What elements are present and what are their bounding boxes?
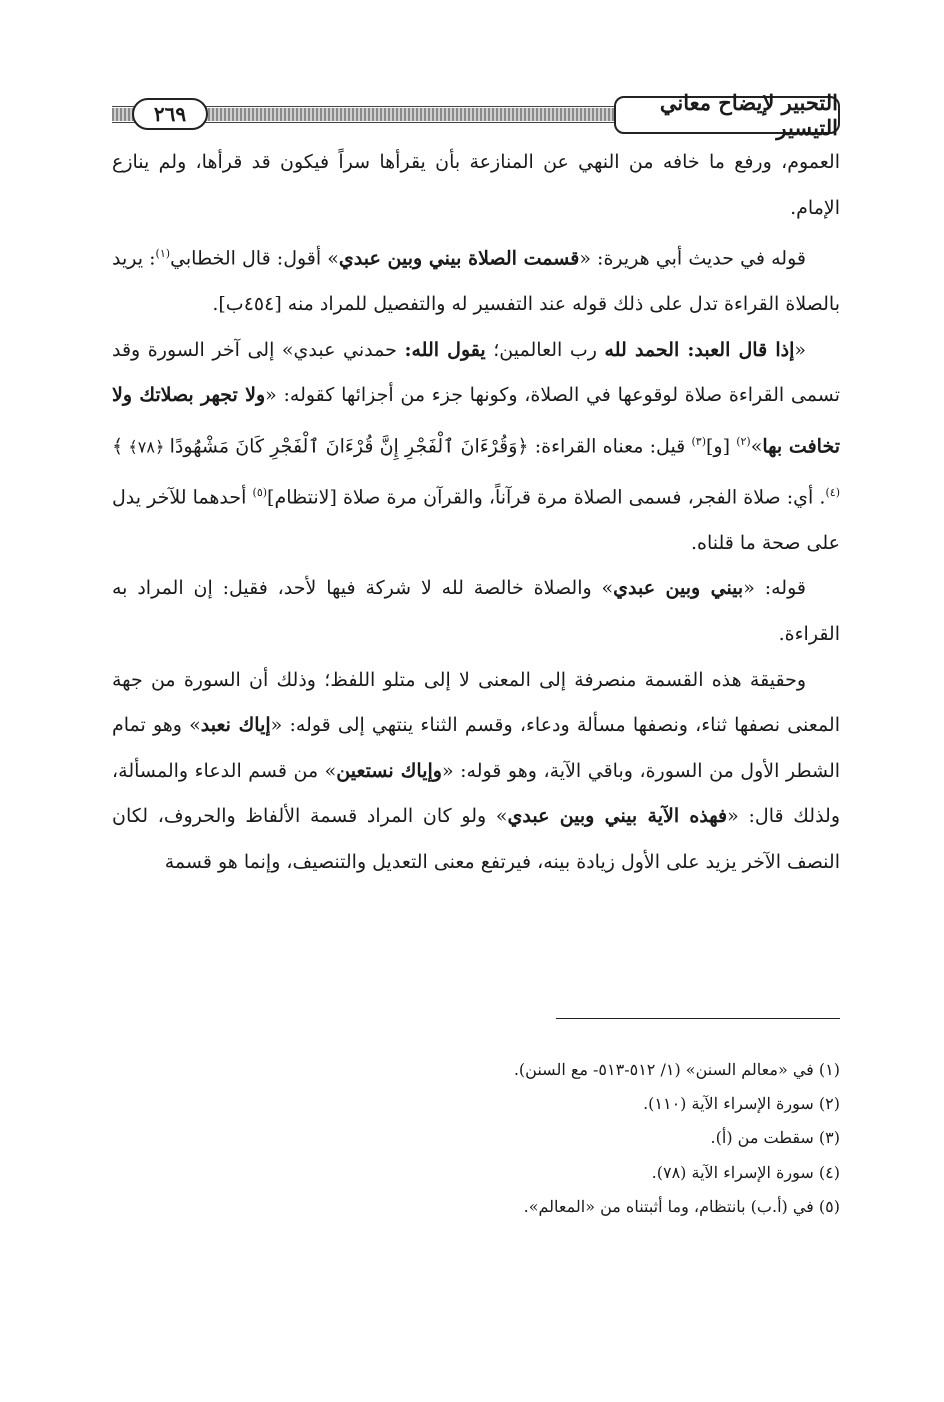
hadith-quote: قسمت الصلاة بيني وبين عبدي [338, 247, 580, 270]
paragraph-2 [112, 231, 840, 328]
footnote-ref-5: (٥) [252, 485, 268, 499]
paragraph-3 [112, 328, 840, 567]
text-run: ﴾ [112, 435, 124, 458]
footnote-separator [556, 1018, 840, 1019]
main-text [112, 140, 840, 885]
text-run: وحقيقة هذه القسمة منصرفة إلى المعنى لا إلى متلو اللفظ؛ وذلك أن السورة من جهة المعنى نصفها ثناء، ونصفها مسألة ودعاء، وقسم الثناء ينتهي إلى قوله: « [112, 668, 840, 737]
hadith-quote: وإياك نستعين [336, 759, 442, 782]
text-run: رب العالمين؛ [485, 338, 605, 361]
footnote-1: (١) في «معالم السنن» (١/ ٥١٢-٥١٣- مع السنن). [513, 1060, 840, 1079]
page-number: ٢٦٩ [132, 98, 208, 130]
text-run: » أقول: قال الخطابي [170, 247, 339, 270]
text-run: قوله: « [743, 577, 806, 600]
text-run: » من قسم الدعاء والمسألة، ولذلك قال: « [112, 759, 841, 828]
text-run: » [750, 435, 763, 458]
footnote-5: (٥) في (أ.ب) بانتظام، وما أثبتناه من «المعالم». [523, 1196, 840, 1216]
text-run: [و] [705, 435, 737, 458]
paragraph-4 [112, 566, 840, 657]
text-run: » وهو تمام الشطر الأول من السورة، وباقي الآية، وهو قوله: « [112, 714, 841, 782]
hadith-quote: يقول الله: [404, 338, 486, 361]
hadith-quote: فهذه الآية بيني وبين عبدي [507, 805, 728, 828]
footnote-3: (٣) سقطت من (أ). [710, 1128, 840, 1148]
footnote-2: (٢) سورة الإسراء الآية (١١٠). [643, 1094, 840, 1114]
hadith-quote: إذا قال العبد: الحمد لله [604, 338, 795, 361]
text-run: » ولو كان المراد قسمة الألفاظ والحروف، لكان النصف الآخر يزيد على الأول زيادة بينه، فيرتفع معنى التعديل والتنصيف، وإنما هو قسمة [112, 805, 840, 873]
hadith-quote: إياك نعبد [200, 714, 271, 737]
quran-quote: ولا تجهر بصلاتك ولا تخافت بها [112, 384, 841, 458]
paragraph-1: العموم، ورفع ما خافه من النهي عن المنازعة بأن يقرأها سراً فيكون قد قرأها، ولم ينازع الإمام. [112, 151, 840, 219]
text-run: أحدهما للآخر يدل على صحة ما قلناه. [112, 486, 840, 554]
verse-number-ornament: ﴿٧٨﴾ [123, 437, 170, 457]
text-run: : يريد بالصلاة القراءة تدل على ذلك قوله عند التفسير له والتفصيل للمراد منه [٤٥٤ب]. [112, 247, 840, 316]
quran-verse: قيل: معناه القراءة: ﴿وَقُرْءَانَ ٱلْفَجْرِ إِنَّ قُرْءَانَ ٱلْفَجْرِ كَانَ مَشْهُودًا [169, 435, 692, 458]
footnote-ref-2: (٢) [736, 434, 751, 448]
page-header [112, 90, 840, 140]
footnote-ref-3: (٣) [691, 434, 706, 448]
footnote-ref-1: (١) [155, 247, 171, 261]
footnote-ref-4: (٤) [825, 485, 840, 499]
footnotes [112, 1053, 840, 1224]
hadith-quote: بيني وبين عبدي [613, 577, 744, 600]
text-run: حمدني عبدي» إلى آخر السورة وقد تسمى القراءة صلاة لوقوعها في الصلاة، وكونها جزء من أجزائها كقوله: « [112, 338, 840, 407]
book-title: التحبير لإيضاح معاني التيسير [614, 96, 840, 134]
text-run: قوله في حديث أبي هريرة: « [579, 247, 806, 270]
paragraph-5 [112, 658, 840, 886]
footnote-4: (٤) سورة الإسراء الآية (٧٨). [651, 1162, 840, 1182]
text-run: « [794, 338, 806, 361]
text-run: . أي: صلاة الفجر، فسمى الصلاة مرة قرآناً، والقرآن مرة صلاة [لانتظام] [267, 486, 826, 509]
text-run: » والصلاة خالصة لله لا شركة فيها لأحد، فقيل: إن المراد به القراءة. [112, 577, 840, 645]
